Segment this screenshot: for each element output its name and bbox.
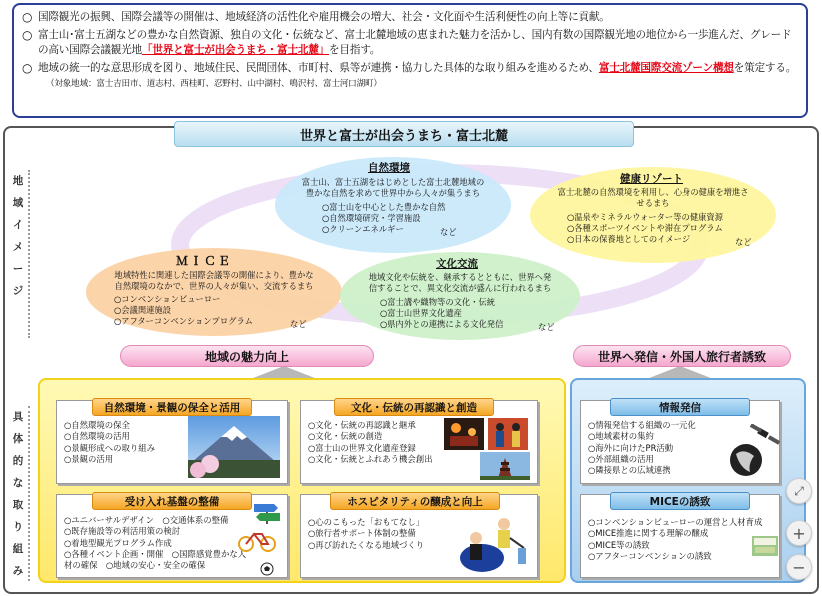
summary-text-2a: 富士山･富士五湖などの豊かな自然資源、独自の文化・伝統など、富士北麓地域の恵まれた魅力を活かし、国内有数の国際観光地の地位から一歩進んだ、グレードの高い国際会議観光地 [38, 29, 792, 56]
list-item: ○情報発信する組織の一元化 [588, 420, 696, 430]
side-char: 域 [12, 197, 24, 209]
zoom-out-button[interactable] [786, 554, 812, 580]
bullet-icon: ○ [22, 61, 33, 75]
list-item: ○隣接県との広域連携 [588, 465, 671, 476]
mice-item-1: ○コンベンションビューロー [114, 294, 221, 304]
list-item: ○ユニバーサルデザイン ○交通体系の整備 [64, 515, 229, 525]
nature-title: 自然環境 [368, 162, 410, 174]
fit-screen-button[interactable] [786, 478, 812, 504]
nature-item-3: ○クリーンエネルギー [322, 224, 404, 234]
dancers-photo [488, 418, 528, 450]
list-item: ○再び訪れたくなる地域づくり [308, 539, 425, 550]
nature-desc-1: 富士山、富士五湖をはじめとした富士北麓地域の [301, 177, 485, 187]
card-info-title: 情報発信 [610, 398, 750, 416]
list-item: ○外部組織の活用 [588, 453, 654, 464]
side-char: み [12, 565, 24, 577]
card-nature-landscape-title: 自然環境・景観の保全と活用 [92, 398, 252, 416]
conference-photo [752, 536, 778, 556]
list-item: ○自然環境の保全 [64, 420, 130, 430]
side-char: ジ [12, 285, 24, 297]
list-item: ○文化・伝統とふれあう機会創出 [308, 453, 433, 464]
culture-item-2: ○富士山世界文化遺産 [380, 308, 462, 318]
nature-item-2: ○自然環境研究・学習施設 [322, 213, 421, 223]
side-char: な [12, 477, 24, 489]
culture-desc-2: 信することで、異文化交流が盛んに行われるまち [368, 283, 552, 293]
culture-item-3: ○県内外との連携による文化発信 [380, 319, 504, 329]
nature-desc-2: 豊かな自然を求めて世界中から人々が集うまち [305, 188, 481, 198]
side-char: 地 [12, 175, 24, 187]
soccer-ball-icon [260, 562, 274, 576]
list-item: ○MICE等の誘致 [588, 539, 650, 550]
list-item: ○富士山の世界文化遺産登録 [308, 442, 416, 453]
mice-item-2: ○会議関連施設 [114, 305, 172, 315]
greeting-people-icon [452, 508, 532, 576]
list-item: ○MICE推進に関する理解の醸成 [588, 528, 709, 539]
zoom-in-button[interactable] [786, 520, 812, 546]
main-title: 世界と富士が出会うまち・富士北麓 [174, 121, 634, 147]
card-info-list [588, 420, 696, 476]
culture-desc-1: 地域文化や伝統を、継承するとともに、世界へ発 [368, 272, 552, 282]
side-char: イ [12, 219, 24, 231]
bullet-icon: ○ [22, 10, 33, 24]
list-item: ○旅行者サポート体制の整備 [308, 528, 416, 539]
health-item-1: ○温泉やミネラルウォーター等の健康資源 [567, 212, 724, 222]
health-item-3: ○日本の保養地としてのイメージ [567, 234, 691, 244]
signpost-icon [252, 500, 282, 524]
target-area-note: （対象地域：富士吉田市、道志村、西桂町、忍野村、山中湖村、鳴沢村、富士河口湖町） [46, 79, 382, 89]
list-item: ○既存施設等の利活用策の検討 [64, 526, 181, 537]
card-culture-tradition-list [308, 420, 433, 465]
mice-desc-1: 地域特性に関連した国際会議等の開催により、豊かな [114, 270, 314, 280]
side-char: ー [12, 263, 24, 275]
pagoda-photo [480, 452, 530, 480]
list-item: ○コンベンションビューローの運営と人材育成 [588, 517, 763, 527]
list-item: ○文化・伝統の再認識と継承 [308, 420, 416, 430]
fit-screen-icon: ⤢ [794, 483, 804, 498]
side-char: メ [12, 241, 24, 253]
side-char: 体 [12, 433, 24, 445]
card-hospitality-title: ホスピタリティの醸成と向上 [330, 492, 500, 510]
card-culture-tradition-title: 文化・伝統の再認識と創造 [334, 398, 494, 416]
card-mice-invite-title: MICEの誘致 [610, 492, 750, 510]
health-title: 健康リゾート [620, 173, 683, 185]
summary-text-2b: を目指す。 [329, 44, 381, 56]
side-char: 取 [12, 499, 24, 511]
side-char: 具 [12, 411, 24, 423]
side-char: り [12, 521, 24, 533]
culture-item-1: ○富士講や織物等の文化・伝統 [380, 297, 496, 307]
bicycle-icon [238, 528, 276, 552]
mice-item-3: ○アフターコンベンションプログラム [114, 316, 253, 326]
bullet-icon: ○ [22, 28, 33, 42]
card-nature-landscape-list [64, 420, 155, 465]
list-item: ○心のこもった「おもてなし」 [308, 517, 425, 527]
list-item: ○着地型観光プログラム作成 [64, 537, 172, 548]
list-item: ○景観形成への取り組み [64, 442, 156, 453]
list-item: ○各種イベント企画・開催 ○国際感覚豊かな人 [64, 548, 247, 559]
zoom-in-icon: + [792, 523, 806, 543]
list-item: ○自然環境の活用 [64, 431, 130, 442]
list-item: ○海外に向けたPR活動 [588, 442, 674, 453]
culture-etc: など [538, 322, 555, 332]
nature-etc: など [440, 227, 457, 237]
side-char: 組 [12, 543, 24, 555]
satellite-globe-icon [722, 424, 782, 480]
card-hospitality-list [308, 517, 424, 551]
summary-text-1: 国際観光の振興、国際会議等の開催は、地域経済の活性化や雇用機会の増大、社会・文化面や生活利便性の向上等に貢献。 [38, 11, 610, 23]
mice-desc-2: 自然環境のなかで、世界の人々が集い、交流するまち [114, 281, 314, 291]
slogan-highlight: 「世界と富士が出会うまち・富士北麓」 [141, 44, 330, 56]
mount-fuji-photo [188, 416, 280, 478]
zoom-out-icon: − [792, 557, 806, 577]
ribbon-global-promotion: 世界へ発信・外国人旅行者誘致 [573, 345, 791, 367]
mice-title: ＭＩＣＥ [176, 254, 233, 268]
side-char: 的 [12, 455, 24, 467]
ribbon-regional-appeal: 地域の魅力向上 [120, 345, 374, 367]
card-mice-invite-list [588, 517, 762, 562]
list-item: ○アフターコンベンションの誘致 [588, 550, 712, 561]
festival-photo [444, 418, 484, 450]
summary-text-3a: 地域の統一的な意思形成を図り、地域住民、民間団体、市町村、県等が連携・協力した具体的な取り組みを進めるため、 [38, 62, 599, 74]
health-desc-2: せるまち [636, 198, 670, 208]
health-etc: など [735, 237, 752, 247]
card-infrastructure-list [64, 515, 246, 571]
mice-etc: など [290, 319, 307, 329]
list-item: ○文化・伝統の創造 [308, 431, 383, 442]
list-item: 材の確保 ○地域の安心・安全の確保 [64, 560, 206, 571]
card-infrastructure-title: 受け入れ基盤の整備 [92, 492, 252, 510]
health-item-2: ○各種スポーツイベントや滞在プログラム [567, 223, 723, 233]
nature-item-1: ○富士山を中心とした豊かな自然 [322, 202, 446, 212]
plan-name-highlight: 富士北麓国際交流ゾーン構想 [598, 62, 734, 74]
culture-title: 文化交流 [436, 258, 478, 270]
summary-text-3b: を策定する。 [733, 62, 797, 74]
health-desc-1: 富士北麓の自然環境を利用し、心身の健康を増進さ [557, 187, 749, 197]
list-item: ○景観の活用 [64, 453, 114, 464]
list-item: ○地域素材の集約 [588, 431, 654, 442]
